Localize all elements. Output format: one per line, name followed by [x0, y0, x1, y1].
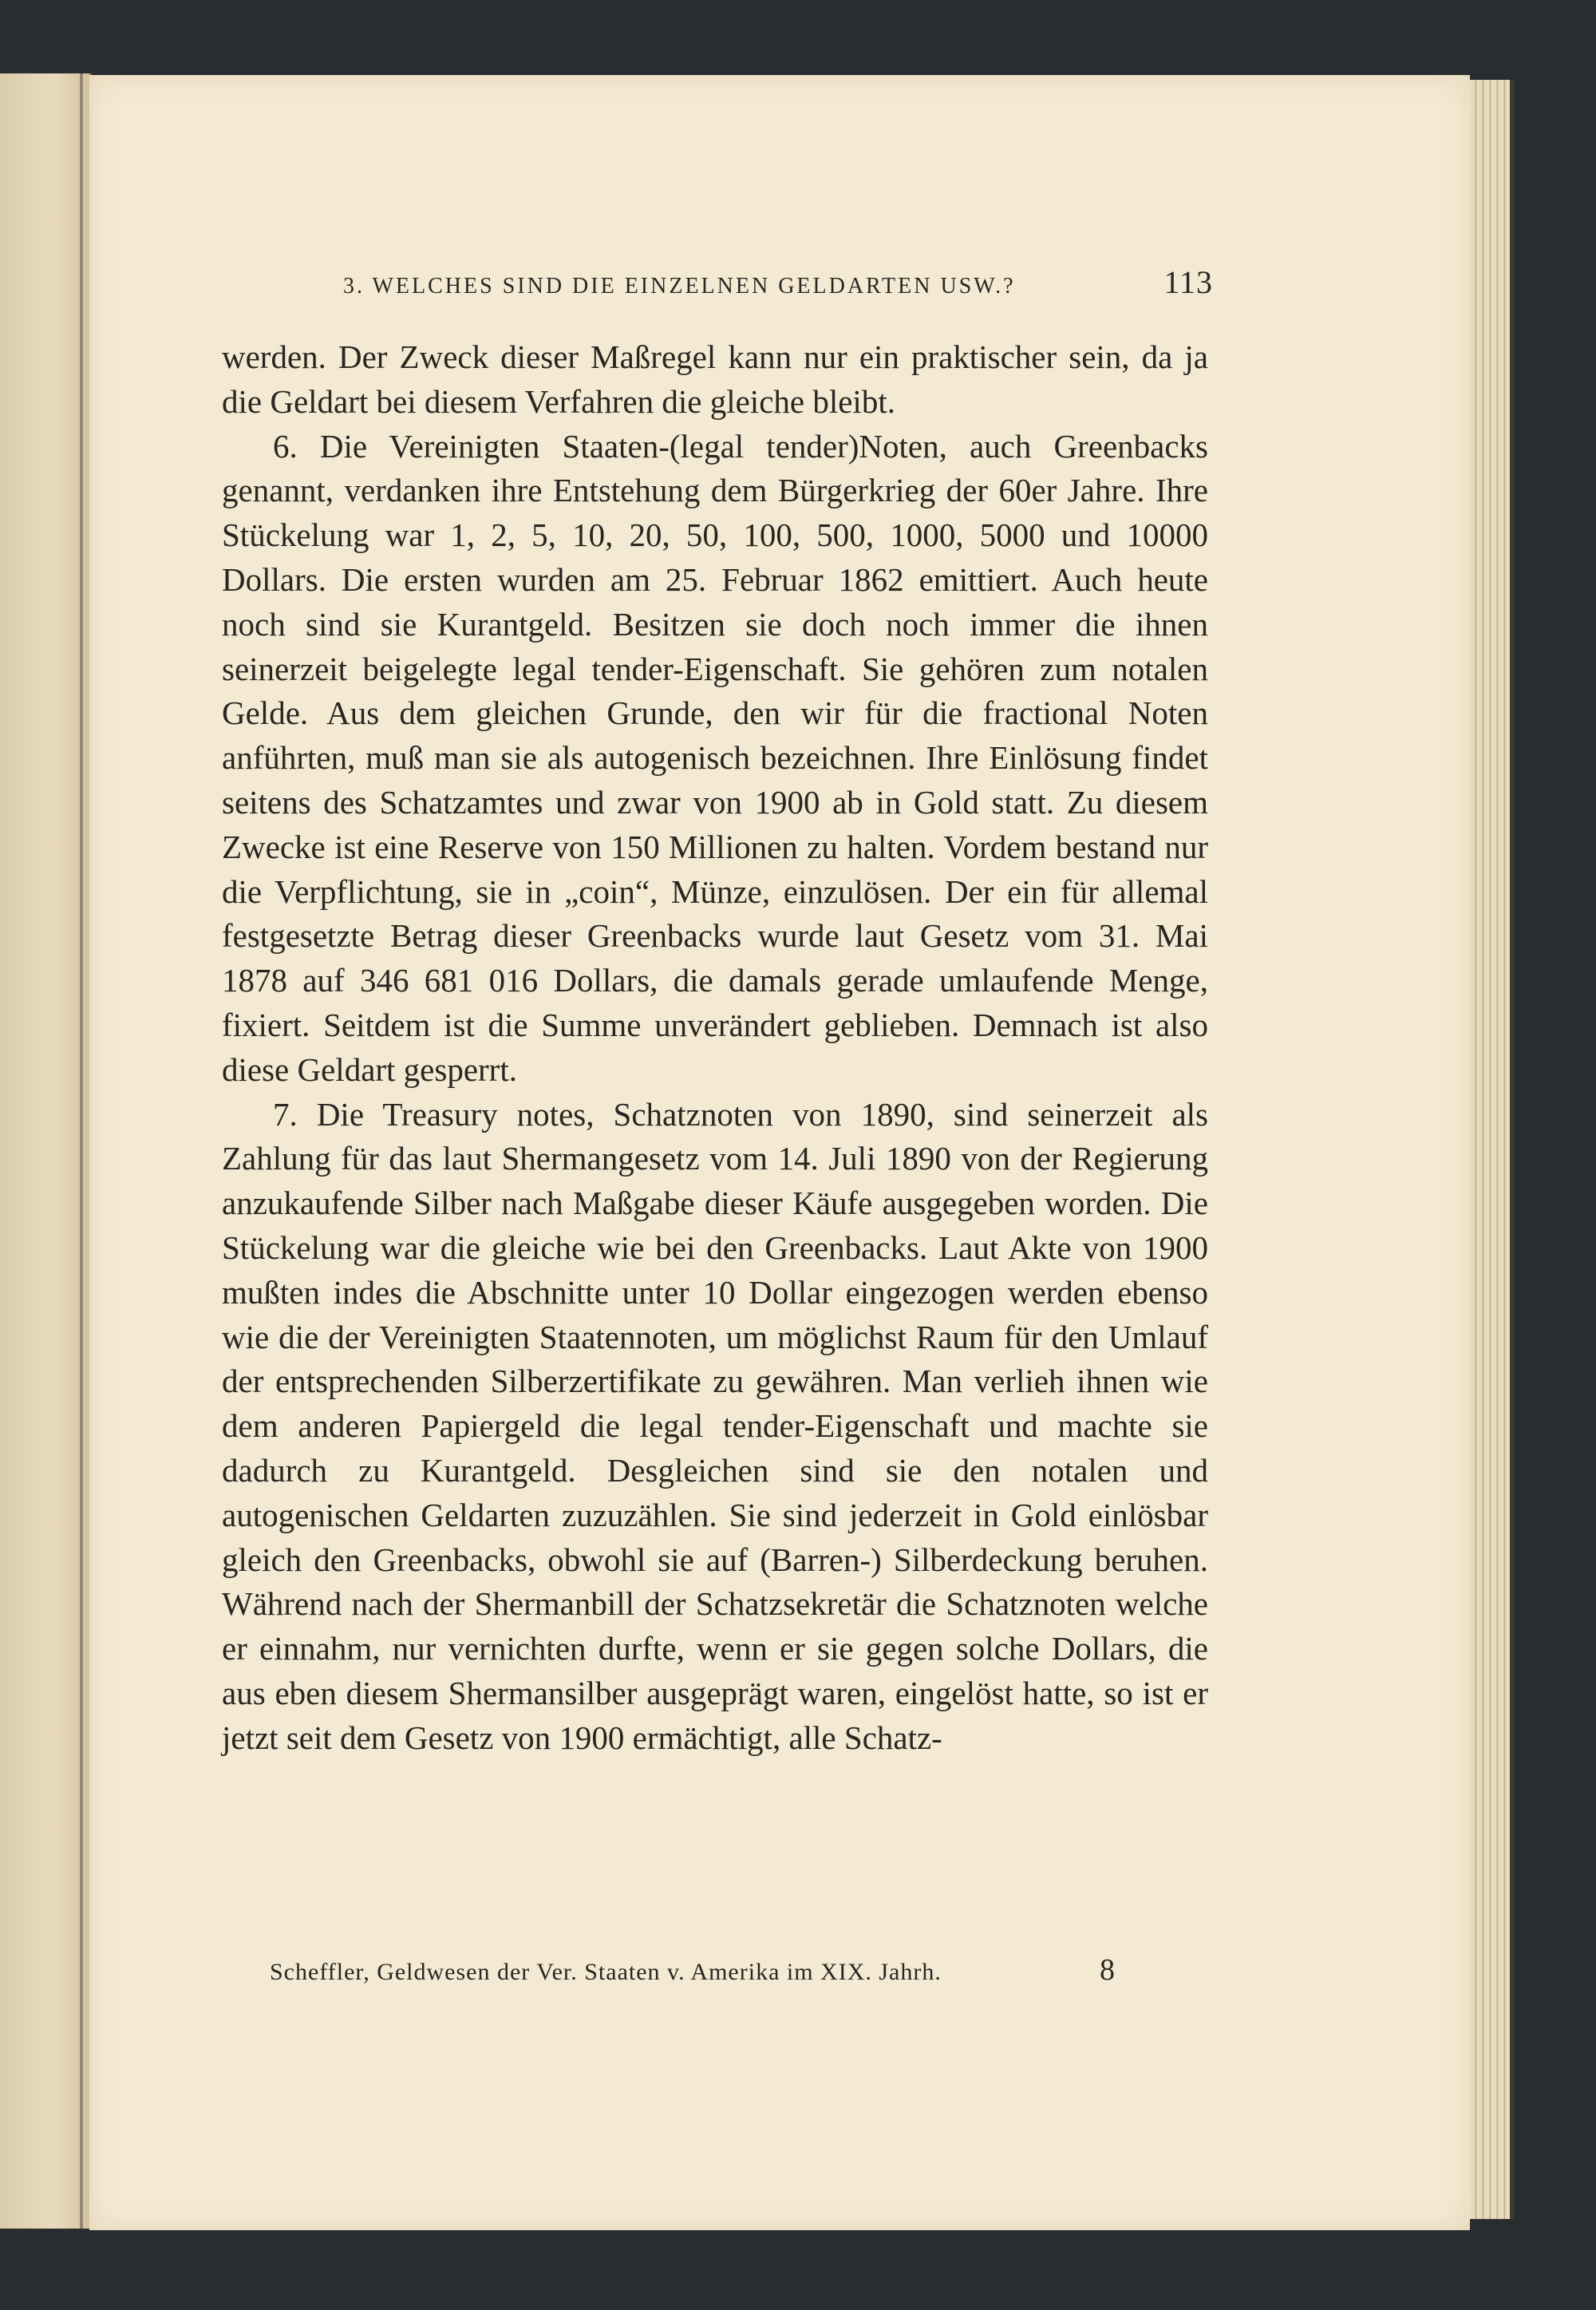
paragraph-6: 6. Die Vereinigten Staaten-(legal tender)Noten, auch Greenbacks genannt, verdanken ihre Entstehung dem Bürgerkrieg der 60er Jahre. Ihre Stückelung war 1, 2, 5, 10, 20, 50, 100, 500, 1000, 5000 und 10000 Dollars. Die ersten wurden am 25. Februar 1862 emittiert. Auch heute noch sind sie Kurantgeld. Besitzen sie doch noch immer die ihnen seinerzeit beigelegte legal tender-Eigenschaft. Sie gehören zum notalen Gelde. Aus dem gleichen Grunde, den wir für die fractional Noten anführten, muß man sie als autogenisch bezeichnen. Ihre Einlösung findet seitens des Schatzamtes und zwar von 1900 ab in Gold statt. Zu diesem Zwecke ist eine Reserve von 150 Millionen zu halten. Vordem bestand nur die Verpflichtung, sie in „coin“, Münze, einzulösen. Der ein für allemal festgesetzte Betrag dieser Greenbacks wurde laut Gesetz vom 31. Mai 1878 auf 346 681 016 Dollars, die damals gerade umlaufende Menge, fixiert. Seitdem ist die Summe unverändert geblieben. Demnach ist also diese Geldart gesperrt.	[222, 427, 1208, 1088]
facing-page-edge	[0, 73, 92, 2229]
paragraph-continued: werden. Der Zweck dieser Maßregel kann nur ein praktischer sein, da ja die Geldart bei diesem Verfahren die gleiche bleibt.	[222, 338, 1208, 420]
signature-line	[270, 1952, 1116, 1988]
binding-shadow	[80, 73, 83, 2229]
sheet-signature: 8	[1100, 1953, 1116, 1987]
body-text	[222, 335, 1208, 1761]
paragraph-7: 7. Die Treasury notes, Schatznoten von 1890, sind seinerzeit als Zahlung für das laut Shermangesetz vom 14. Juli 1890 von der Regierung anzukaufende Silber nach Maßgabe dieser Käufe ausgegeben worden. Die Stückelung war die gleiche wie bei den Greenbacks. Laut Akte von 1900 mußten indes die Abschnitte unter 10 Dollar eingezogen werden ebenso wie die der Vereinigten Staatennoten, um möglichst Raum für den Umlauf der entsprechenden Silberzertifikate zu gewähren. Man verlieh ihnen wie dem anderen Papiergeld die legal tender-Eigenschaft und machte sie dadurch zu Kurantgeld. Desgleichen sind sie den notalen und autogenischen Geldarten zuzuzählen. Sie sind jederzeit in Gold einlösbar gleich den Greenbacks, obwohl sie auf (Barren-) Silberdeckung beruhen. Während nach der Shermanbill der Schatzsekretär die Schatznoten welche er einnahm, nur vernichten durfte, wenn er sie gegen solche Dollars, die aus eben diesem Shermansilber ausgeprägt waren, eingelöst hatte, so ist er jetzt seit dem Gesetz von 1900 ermächtigt, alle Schatz-	[222, 1095, 1208, 1756]
footer-citation: Scheffler, Geldwesen der Ver. Staaten v. Amerika im XIX. Jahrh.	[270, 1959, 942, 1985]
page-stack-edge	[1470, 80, 1515, 2219]
page-number: 113	[1163, 264, 1213, 300]
header-title: 3. WELCHES SIND DIE EINZELNEN GELDARTEN USW.?	[343, 274, 1016, 299]
running-header	[343, 263, 1213, 301]
